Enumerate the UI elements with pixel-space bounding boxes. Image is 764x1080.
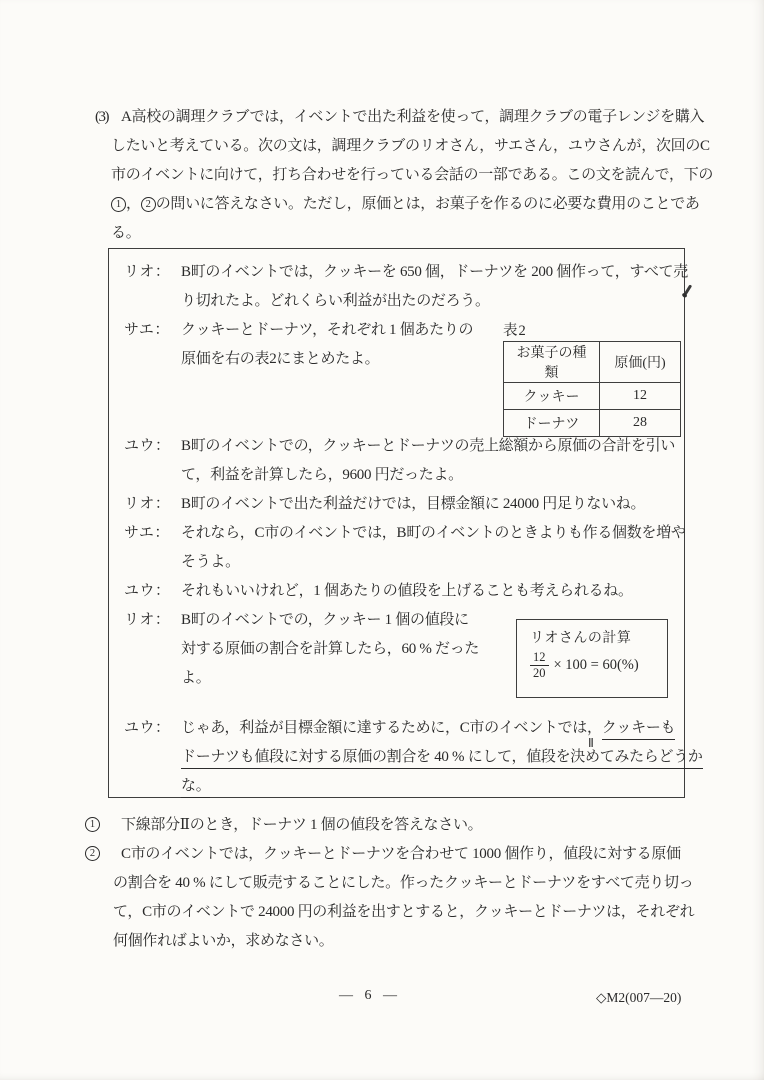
table-header-cost: 原価(円) [600, 342, 681, 383]
dialog-line: B町のイベントでは，クッキーを 650 個，ドーナツを 200 個作って，すべて売 [181, 264, 688, 280]
underlined-text: な。 [181, 778, 210, 798]
dialog-line: 原価を右の表2にまとめたよ。 [181, 351, 380, 367]
dialog-text-normal: じゃあ，利益が目標金額に達するために，C市のイベントでは， [181, 720, 602, 736]
calc-box-title: リオさんの計算 [530, 631, 632, 646]
intro-line-1: A高校の調理クラブでは，イベントで出た利益を使って，調理クラブの電子レンジを購入 [121, 109, 705, 125]
speaker-label-yu: ユウ： [124, 720, 171, 736]
intro-line-4 [111, 194, 700, 214]
question-2-line-3: て，C市のイベントで 24000 円の利益を出すとすると，クッキーとドーナツは，それぞれ [113, 904, 695, 920]
question-1-marker: 1 [85, 817, 100, 832]
table2-caption: 表2 [503, 323, 527, 339]
question-2-marker: 2 [85, 846, 100, 861]
intro-line-4-sep: ， [126, 196, 141, 212]
dialog-line: B町のイベントでの，クッキーとドーナツの売上総額から原価の合計を引い [181, 438, 676, 454]
table-cell: 12 [600, 383, 681, 410]
fraction-numerator: 12 [530, 651, 549, 666]
underlined-text: ドーナツも値段に対する原価の割合を 40 % にして，値段を決めてみたらどうか [181, 749, 703, 769]
speaker-label-sae: サエ： [124, 322, 170, 338]
table-header-type: お菓子の種類 [504, 342, 600, 383]
dialog-line: そうよ。 [181, 554, 240, 570]
speaker-label-yu: ユウ： [124, 583, 171, 599]
dialog-line: り切れたよ。どれくらい利益が出たのだろう。 [181, 293, 490, 309]
dialog-line: それもいいけれど，1 個あたりの値段を上げることも考えられるね。 [181, 583, 633, 599]
speaker-label-yu: ユウ： [124, 438, 171, 454]
underlined-text: クッキーも [602, 720, 676, 740]
intro-line-3: 市のイベントに向けて，打ち合わせを行っている会話の一部である。この文を読んで，下の [111, 167, 714, 183]
table-cell: ドーナツ [504, 410, 600, 437]
table-row [504, 342, 681, 383]
table-cell: クッキー [504, 383, 600, 410]
dialog-line [181, 747, 703, 767]
table-cell: 28 [600, 410, 681, 437]
dialog-line: B町のイベントで出た利益だけでは，目標金額に 24000 円足りないね。 [181, 496, 646, 512]
conversation-box [108, 248, 703, 798]
calc-box [516, 619, 668, 698]
question-2-line-2: の割合を 40 % にして販売することにした。作ったクッキーとドーナツをすべて売り切っ [113, 875, 694, 891]
speaker-label-rio: リオ： [124, 496, 171, 512]
page-number: — 6 — [339, 988, 401, 1003]
table2 [503, 341, 681, 437]
circled-two-inline: 2 [141, 197, 156, 212]
calc-formula [530, 651, 667, 680]
document-code: ◇M2(007—20) [596, 990, 682, 1005]
dialog-line: それなら，C市のイベントでは，B町のイベントのときよりも作る個数を増や [181, 525, 686, 541]
circled-one-inline: 1 [111, 197, 126, 212]
dialog-line: クッキーとドーナツ，それぞれ 1 個あたりの [181, 322, 474, 338]
dialog-line: B町のイベントでの，クッキー 1 個の値段に [181, 612, 469, 628]
fraction-denominator: 20 [533, 666, 546, 681]
underline-label-roman-two: Ⅱ [588, 736, 594, 750]
question-2-line-1: C市のイベントでは，クッキーとドーナツを合わせて 1000 個作り，値段に対する原価 [121, 846, 681, 862]
intro-line-4-rest: の問いに答えなさい。ただし，原価とは，お菓子を作るのに必要な費用のことであ [155, 196, 700, 212]
dialog-line: 対する原価の割合を計算したら，60 % だった [181, 641, 480, 657]
speaker-label-rio: リオ： [124, 612, 171, 628]
calc-expression: × 100 = 60(%) [553, 657, 639, 674]
problem-number: (3) [95, 109, 108, 125]
dialog-line [181, 776, 210, 796]
table-row [504, 383, 681, 410]
dialog-line [181, 718, 675, 738]
question-2-line-4: 何個作ればよいか，求めなさい。 [113, 933, 334, 949]
speaker-label-rio: リオ： [124, 264, 171, 280]
dialog-line: て，利益を計算したら，9600 円だったよ。 [181, 467, 463, 483]
question-1-text: 下線部分Ⅱのとき，ドーナツ 1 個の値段を答えなさい。 [121, 817, 483, 833]
intro-line-5: る。 [111, 225, 141, 241]
dialog-line: よ。 [181, 670, 211, 686]
intro-line-2: したいと考えている。次の文は，調理クラブのリオさん，サエさん，ユウさんが，次回のC [111, 138, 710, 154]
fraction [530, 651, 549, 680]
speaker-label-sae: サエ： [124, 525, 170, 541]
table-row [504, 410, 681, 437]
